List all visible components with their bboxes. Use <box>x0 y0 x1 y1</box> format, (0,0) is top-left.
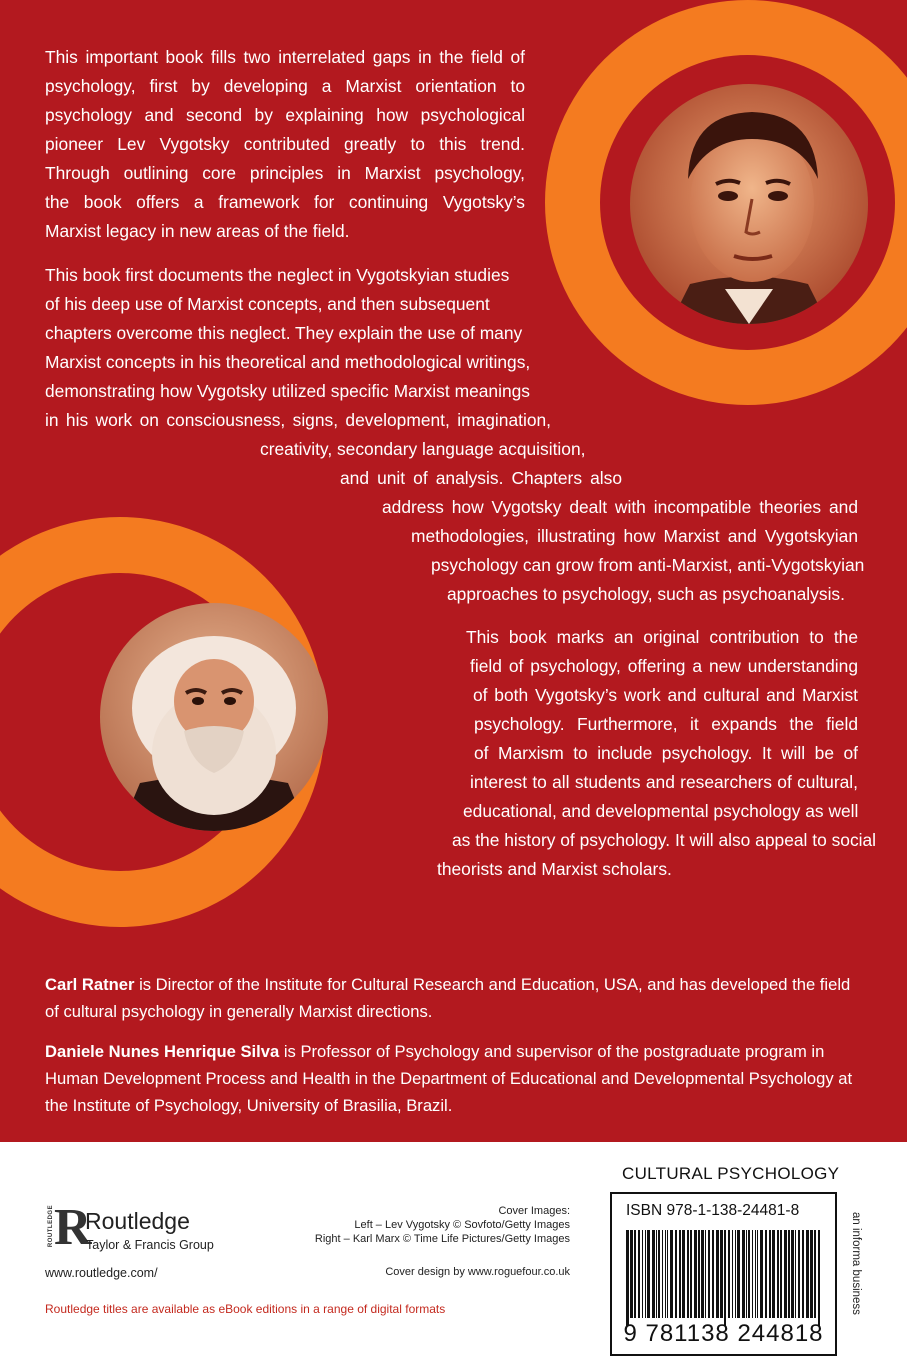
blurb-line: and unit of analysis. Chapters also <box>340 468 622 488</box>
blurb-line: theorists and Marxist scholars. <box>437 859 672 879</box>
author-name: Daniele Nunes Henrique Silva <box>45 1042 280 1061</box>
credits-heading: Cover Images: <box>498 1205 570 1217</box>
informa-note: an informa business <box>850 1212 862 1315</box>
barcode-bar <box>662 1230 663 1318</box>
barcode-bar <box>735 1230 736 1318</box>
barcode-bar <box>698 1230 700 1318</box>
barcode-bar <box>630 1230 633 1318</box>
barcode-bar <box>690 1230 692 1318</box>
barcode-bar <box>755 1230 756 1318</box>
barcode-bar <box>652 1230 655 1318</box>
barcode-bar <box>712 1230 714 1318</box>
routledge-logo <box>42 1199 92 1256</box>
blurb-line: psychology can grow from anti-Marxist, anti-Vygotskyian <box>431 555 865 575</box>
blurb-paragraph-3 <box>0 623 907 884</box>
barcode-bar <box>626 1230 629 1326</box>
blurb-line: of both Vygotsky’s work and cultural and Marxist <box>473 685 858 705</box>
blurb-line: methodologies, illustrating how Marxist and Vygotskyian <box>411 526 858 546</box>
logo-vertical-text: ROUTLEDGE <box>48 1204 54 1248</box>
barcode-bar <box>687 1230 689 1318</box>
blurb-line: Through outlining core principles in Marxist psychology, <box>45 163 525 183</box>
barcode-bar <box>784 1230 787 1318</box>
barcode <box>624 1230 824 1326</box>
barcode-bar <box>748 1230 750 1318</box>
blurb-line: of Marxism to include psychology. It will be of <box>474 743 858 763</box>
barcode-bar <box>742 1230 745 1318</box>
blurb-line: of his deep use of Marxist concepts, and then subsequent <box>45 294 490 314</box>
barcode-bar <box>728 1230 730 1318</box>
blurb-paragraph-1 <box>45 43 525 246</box>
blurb-line: educational, and developmental psychology as well <box>463 801 859 821</box>
barcode-bar <box>765 1230 767 1318</box>
barcode-bar <box>802 1230 804 1318</box>
barcode-bar <box>777 1230 779 1318</box>
author-bio-ratner <box>45 971 860 1025</box>
blurb-line: as the history of psychology. It will also appeal to social <box>452 830 877 850</box>
barcode-bar <box>732 1230 733 1318</box>
blurb-line: Marxist legacy in new areas of the field. <box>45 221 350 241</box>
blurb-line: pioneer Lev Vygotsky contributed greatly to this trend. <box>45 134 525 154</box>
barcode-bar <box>772 1230 775 1318</box>
barcode-box <box>610 1192 837 1356</box>
blurb-line: interest to all students and researchers of cultural, <box>470 772 858 792</box>
publisher-website: www.routledge.com/ <box>45 1266 158 1280</box>
cover-credits <box>250 1204 570 1246</box>
barcode-bar <box>701 1230 704 1318</box>
barcode-bar <box>724 1230 726 1326</box>
barcode-bar <box>791 1230 794 1318</box>
barcode-bar <box>795 1230 796 1318</box>
barcode-bar <box>757 1230 758 1318</box>
author-bio-text: is Professor of Psychology and supervisor of the postgraduate program in Human Development Process and Health in the Department of Educational and Developmental Psychology at the Institute of Psychology, University of Brasilia, Brazil. <box>45 1042 853 1115</box>
barcode-bar <box>814 1230 816 1318</box>
blurb-line: Marxist concepts in his theoretical and methodological writings, <box>45 352 531 372</box>
logo-letter: R <box>54 1199 92 1256</box>
publisher-name: Routledge <box>85 1208 190 1234</box>
barcode-bar <box>658 1230 660 1318</box>
blurb-line: creativity, secondary language acquisition, <box>260 439 586 459</box>
cover-design-credit: Cover design by www.roguefour.co.uk <box>385 1266 570 1278</box>
barcode-bar <box>679 1230 681 1318</box>
barcode-bar <box>656 1230 657 1318</box>
barcode-bar <box>675 1230 677 1318</box>
barcode-bar <box>769 1230 771 1318</box>
barcode-bar <box>670 1230 673 1318</box>
barcode-bar <box>716 1230 719 1318</box>
author-bio-text: is Director of the Institute for Cultural Research and Education, USA, and has developed the field of cultural psychology in generally Marxist directions. <box>45 975 851 1021</box>
barcode-bar <box>746 1230 747 1318</box>
blurb-line: the book offers a framework for continuing Vygotsky’s <box>45 192 525 212</box>
blurb-line: This book first documents the neglect in Vygotskyian studies <box>45 265 510 285</box>
blurb-line: psychology and second by explaining how psychological <box>45 105 525 125</box>
footer-panel <box>0 1142 907 1360</box>
barcode-digits: 9 781138 244818 <box>623 1320 824 1347</box>
barcode-bar <box>780 1230 782 1318</box>
blurb-line: in his work on consciousness, signs, development, imagination, <box>45 410 551 430</box>
blurb-line: psychology. Furthermore, it expands the field <box>474 714 858 734</box>
barcode-bar <box>647 1230 650 1318</box>
barcode-bar <box>720 1230 723 1318</box>
blurb-line: This book marks an original contribution to the <box>466 627 858 647</box>
barcode-bar <box>760 1230 763 1318</box>
isbn-label: ISBN 978-1-138-24481-8 <box>626 1202 800 1219</box>
subject-label: CULTURAL PSYCHOLOGY <box>622 1164 840 1183</box>
barcode-bar <box>634 1230 636 1318</box>
blurb-line: psychology, first by developing a Marxist orientation to <box>45 76 525 96</box>
ebook-note: Routledge titles are available as eBook editions in a range of digital formats <box>45 1302 446 1316</box>
author-name: Carl Ratner <box>45 975 135 994</box>
credits-left: Left – Lev Vygotsky © Sovfoto/Getty Images <box>354 1219 570 1231</box>
blurb-line: address how Vygotsky dealt with incompatible theories and <box>382 497 858 517</box>
barcode-bar <box>737 1230 740 1318</box>
barcode-bar <box>642 1230 643 1318</box>
blurb-line: demonstrating how Vygotsky utilized specific Marxist meanings <box>45 381 530 401</box>
publisher-group: Taylor & Francis Group <box>86 1238 214 1252</box>
barcode-bar <box>810 1230 813 1318</box>
barcode-bar <box>694 1230 697 1318</box>
barcode-bar <box>806 1230 809 1318</box>
barcode-bar <box>638 1230 640 1318</box>
barcode-bar <box>708 1230 710 1318</box>
barcode-bar <box>752 1230 753 1318</box>
blurb-line: This important book fills two interrelated gaps in the field of <box>45 47 525 67</box>
barcode-bar <box>798 1230 800 1318</box>
blurb-paragraph-2 <box>0 261 907 609</box>
author-bio-silva <box>45 1038 860 1119</box>
barcode-bar <box>682 1230 685 1318</box>
barcode-bar <box>667 1230 668 1318</box>
barcode-bar <box>818 1230 820 1326</box>
blurb-line: approaches to psychology, such as psychoanalysis. <box>447 584 845 604</box>
barcode-bar <box>665 1230 666 1318</box>
blurb-line: chapters overcome this neglect. They explain the use of many <box>45 323 523 343</box>
barcode-bar <box>788 1230 790 1318</box>
barcode-bar <box>705 1230 706 1318</box>
barcode-bar <box>645 1230 646 1318</box>
credits-right: Right – Karl Marx © Time Life Pictures/Getty Images <box>314 1233 570 1245</box>
blurb-line: field of psychology, offering a new understanding <box>470 656 858 676</box>
